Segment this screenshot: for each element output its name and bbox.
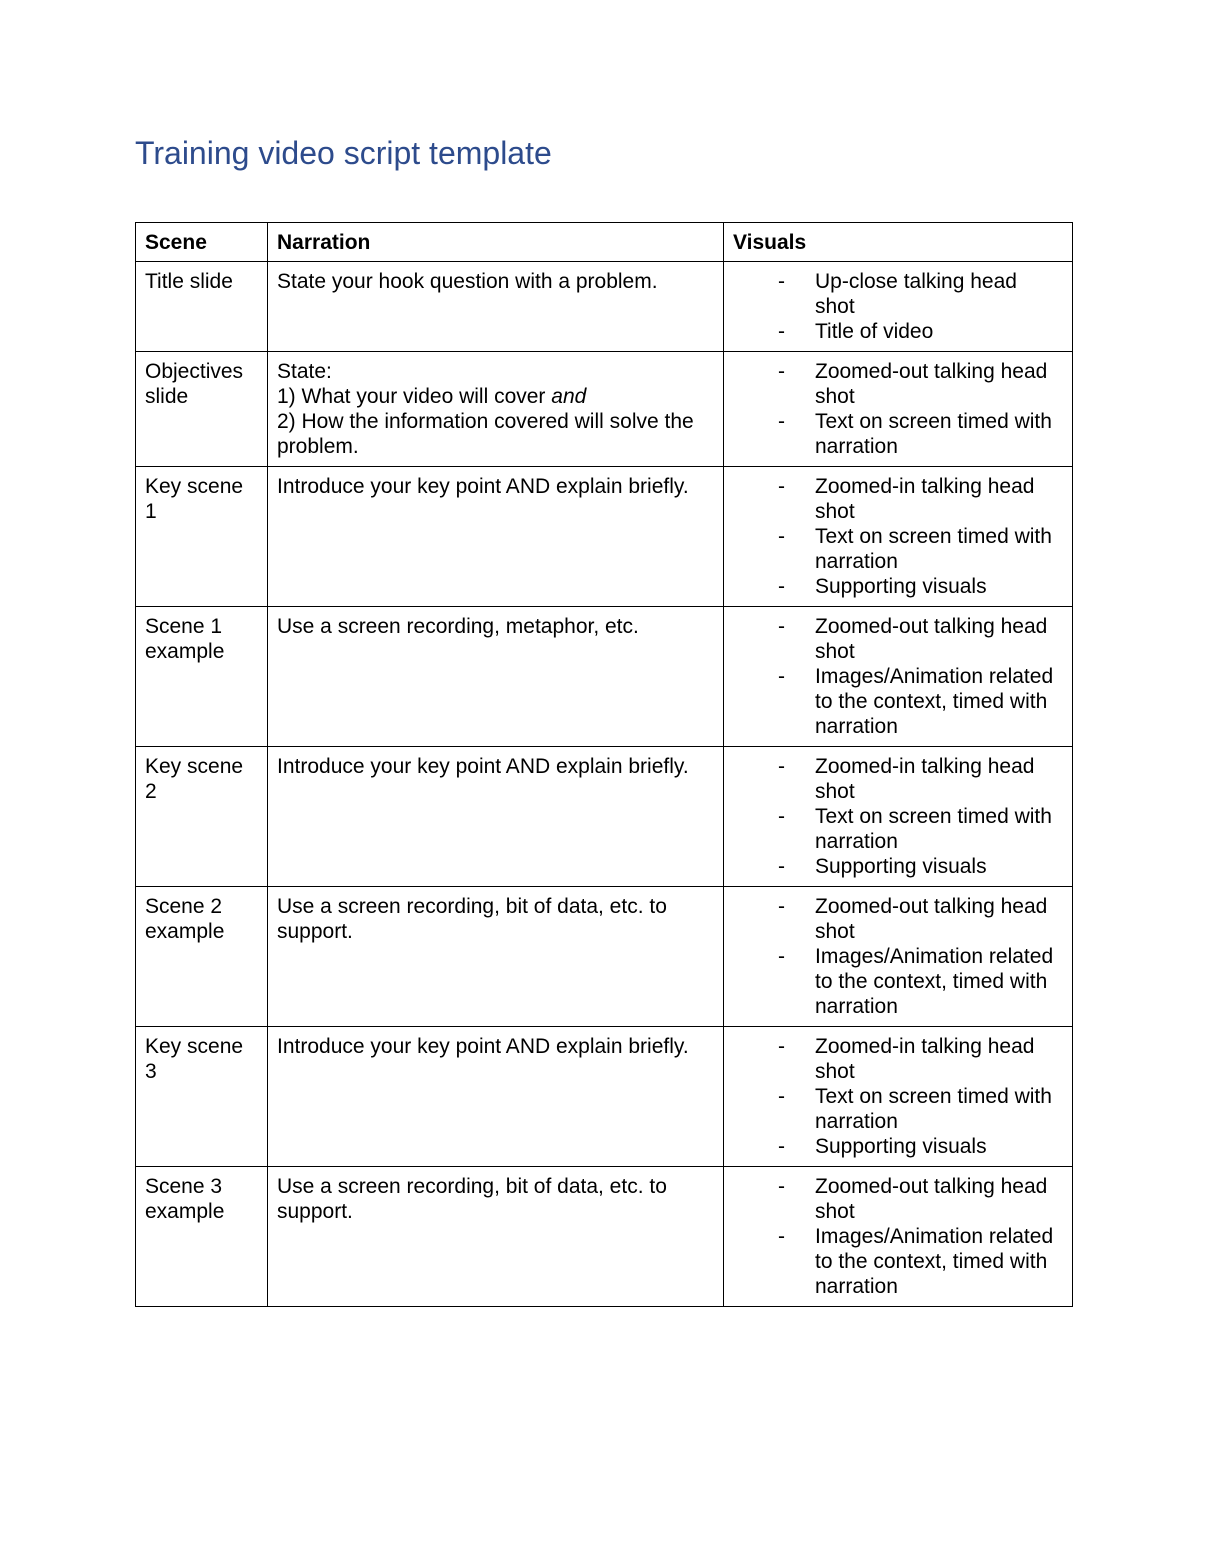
visuals-cell bbox=[724, 747, 1073, 887]
visual-item bbox=[778, 1224, 1060, 1299]
visual-item-text: Images/Animation related to the context, timed with narration bbox=[815, 1225, 1054, 1298]
hyphen-bullet-marker: - bbox=[778, 895, 785, 918]
hyphen-bullet-marker: - bbox=[778, 360, 785, 383]
page-title: Training video script template bbox=[135, 135, 552, 171]
visuals-cell bbox=[724, 887, 1073, 1027]
visual-item-text: Text on screen timed with narration bbox=[815, 1085, 1052, 1133]
scene-cell: Scene 2 example bbox=[136, 887, 268, 1027]
scene-cell: Scene 3 example bbox=[136, 1167, 268, 1307]
narration-cell bbox=[268, 1027, 724, 1167]
scene-cell: Scene 1 example bbox=[136, 607, 268, 747]
column-header-narration: Narration bbox=[268, 223, 724, 262]
visuals-list bbox=[733, 754, 1060, 879]
visual-item bbox=[778, 614, 1060, 664]
visuals-list bbox=[733, 1034, 1060, 1159]
visuals-cell bbox=[724, 1167, 1073, 1307]
visuals-cell bbox=[724, 262, 1073, 352]
visuals-list bbox=[733, 614, 1060, 739]
column-header-scene: Scene bbox=[136, 223, 268, 262]
visual-item-text: Title of video bbox=[815, 320, 934, 343]
table-row bbox=[136, 262, 1073, 352]
visual-item-text: Zoomed-out talking head shot bbox=[815, 1175, 1048, 1223]
header-row bbox=[136, 223, 1073, 262]
visuals-list bbox=[733, 894, 1060, 1019]
hyphen-bullet-marker: - bbox=[778, 270, 785, 293]
visuals-list bbox=[733, 359, 1060, 459]
hyphen-bullet-marker: - bbox=[778, 615, 785, 638]
visual-item-text: Text on screen timed with narration bbox=[815, 805, 1052, 853]
hyphen-bullet-marker: - bbox=[778, 805, 785, 828]
visual-item bbox=[778, 804, 1060, 854]
hyphen-bullet-marker: - bbox=[778, 525, 785, 548]
narration-cell bbox=[268, 607, 724, 747]
visual-item-text: Up-close talking head shot bbox=[815, 270, 1017, 318]
visuals-cell bbox=[724, 1027, 1073, 1167]
visual-item bbox=[778, 664, 1060, 739]
hyphen-bullet-marker: - bbox=[778, 475, 785, 498]
hyphen-bullet-marker: - bbox=[778, 945, 785, 968]
narration-line: Introduce your key point AND explain briefly. bbox=[277, 755, 689, 778]
visual-item-text: Zoomed-in talking head shot bbox=[815, 475, 1035, 523]
scene-cell: Key scene 1 bbox=[136, 467, 268, 607]
scene-cell: Key scene 3 bbox=[136, 1027, 268, 1167]
visual-item-text: Zoomed-out talking head shot bbox=[815, 615, 1048, 663]
visual-item-text: Images/Animation related to the context, timed with narration bbox=[815, 945, 1054, 1018]
visual-item bbox=[778, 359, 1060, 409]
visual-item-text: Supporting visuals bbox=[815, 855, 987, 878]
visual-item bbox=[778, 1034, 1060, 1084]
visual-item bbox=[778, 944, 1060, 1019]
hyphen-bullet-marker: - bbox=[778, 1035, 785, 1058]
narration-cell bbox=[268, 262, 724, 352]
visual-item bbox=[778, 854, 1060, 879]
narration-cell bbox=[268, 352, 724, 467]
narration-line: State: bbox=[277, 360, 332, 383]
visual-item bbox=[778, 1084, 1060, 1134]
narration-line: 2) How the information covered will solve the problem. bbox=[277, 410, 694, 458]
visual-item bbox=[778, 319, 1060, 344]
scene-cell: Key scene 2 bbox=[136, 747, 268, 887]
visuals-list bbox=[733, 474, 1060, 599]
narration-line: Introduce your key point AND explain briefly. bbox=[277, 1035, 689, 1058]
narration-line: Use a screen recording, metaphor, etc. bbox=[277, 615, 639, 638]
script-table bbox=[135, 222, 1073, 1307]
table-body bbox=[136, 262, 1073, 1307]
visual-item bbox=[778, 269, 1060, 319]
visual-item bbox=[778, 524, 1060, 574]
visual-item bbox=[778, 574, 1060, 599]
visual-item-text: Images/Animation related to the context, timed with narration bbox=[815, 665, 1054, 738]
narration-line: Use a screen recording, bit of data, etc. to support. bbox=[277, 1175, 667, 1223]
hyphen-bullet-marker: - bbox=[778, 410, 785, 433]
narration-line: State your hook question with a problem. bbox=[277, 270, 658, 293]
hyphen-bullet-marker: - bbox=[778, 855, 785, 878]
table-row bbox=[136, 1167, 1073, 1307]
visual-item bbox=[778, 409, 1060, 459]
visuals-list bbox=[733, 1174, 1060, 1299]
hyphen-bullet-marker: - bbox=[778, 1085, 785, 1108]
visuals-cell bbox=[724, 352, 1073, 467]
visual-item-text: Zoomed-in talking head shot bbox=[815, 1035, 1035, 1083]
narration-cell bbox=[268, 1167, 724, 1307]
narration-line: Introduce your key point AND explain briefly. bbox=[277, 475, 689, 498]
narration-cell bbox=[268, 747, 724, 887]
visual-item bbox=[778, 754, 1060, 804]
visual-item-text: Supporting visuals bbox=[815, 1135, 987, 1158]
scene-cell: Title slide bbox=[136, 262, 268, 352]
table-row bbox=[136, 747, 1073, 887]
visuals-cell bbox=[724, 467, 1073, 607]
visual-item-text: Text on screen timed with narration bbox=[815, 410, 1052, 458]
narration-line: Use a screen recording, bit of data, etc. to support. bbox=[277, 895, 667, 943]
narration-line: 1) What your video will cover and bbox=[277, 385, 587, 408]
visual-item bbox=[778, 1174, 1060, 1224]
table-row bbox=[136, 607, 1073, 747]
hyphen-bullet-marker: - bbox=[778, 575, 785, 598]
narration-cell bbox=[268, 887, 724, 1027]
hyphen-bullet-marker: - bbox=[778, 320, 785, 343]
table-row bbox=[136, 887, 1073, 1027]
visual-item-text: Supporting visuals bbox=[815, 575, 987, 598]
table-row bbox=[136, 1027, 1073, 1167]
hyphen-bullet-marker: - bbox=[778, 755, 785, 778]
hyphen-bullet-marker: - bbox=[778, 1225, 785, 1248]
scene-cell: Objectives slide bbox=[136, 352, 268, 467]
visual-item-text: Zoomed-out talking head shot bbox=[815, 895, 1048, 943]
table-row bbox=[136, 352, 1073, 467]
table-row bbox=[136, 467, 1073, 607]
hyphen-bullet-marker: - bbox=[778, 665, 785, 688]
hyphen-bullet-marker: - bbox=[778, 1135, 785, 1158]
column-header-visuals: Visuals bbox=[724, 223, 1073, 262]
hyphen-bullet-marker: - bbox=[778, 1175, 785, 1198]
visual-item-text: Zoomed-in talking head shot bbox=[815, 755, 1035, 803]
visual-item-text: Text on screen timed with narration bbox=[815, 525, 1052, 573]
document-page bbox=[135, 134, 1072, 1307]
visual-item bbox=[778, 894, 1060, 944]
visuals-cell bbox=[724, 607, 1073, 747]
visuals-list bbox=[733, 269, 1060, 344]
narration-cell bbox=[268, 467, 724, 607]
visual-item bbox=[778, 1134, 1060, 1159]
visual-item-text: Zoomed-out talking head shot bbox=[815, 360, 1048, 408]
visual-item bbox=[778, 474, 1060, 524]
